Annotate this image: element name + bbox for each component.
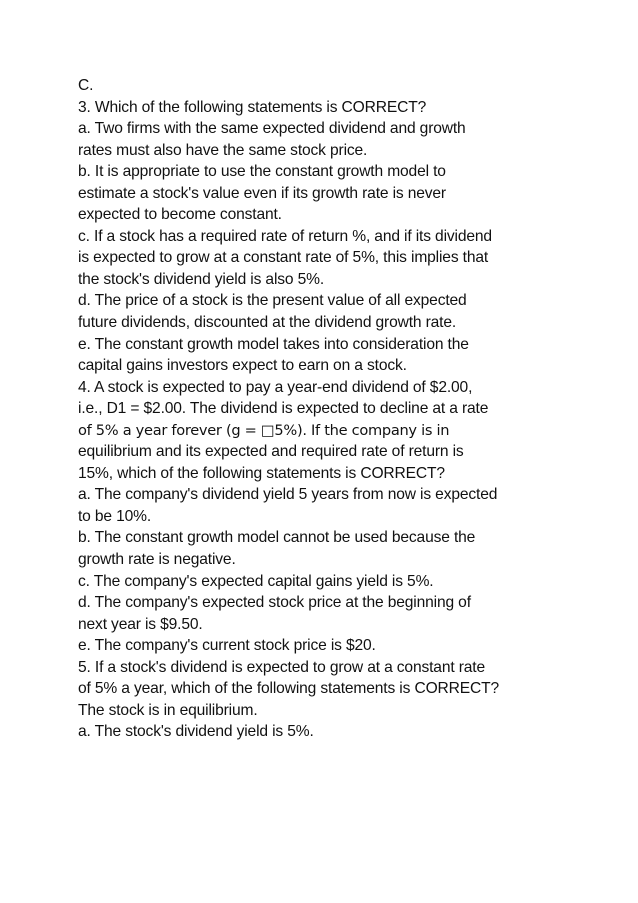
q3-option-b: b. It is appropriate to use the constant growth model to xyxy=(78,163,446,181)
q4-option-b: b. The constant growth model cannot be used because the xyxy=(78,529,476,547)
question-5-stem-cont: The stock is in equilibrium. xyxy=(78,701,258,719)
q3-option-c: c. If a stock has a required rate of return %, and if its dividend xyxy=(78,227,492,245)
question-4-stem: 4. A stock is expected to pay a year-end dividend of $2.00, xyxy=(78,378,473,396)
q3-option-c-cont: the stock's dividend yield is also 5%. xyxy=(78,270,325,288)
q3-option-e-cont: capital gains investors expect to earn on a stock. xyxy=(78,357,407,375)
q4-option-a: a. The company's dividend yield 5 years from now is expected xyxy=(78,486,498,504)
q3-option-d-cont: future dividends, discounted at the dividend growth rate. xyxy=(78,314,457,332)
question-5-stem: 5. If a stock's dividend is expected to grow at a constant rate xyxy=(78,658,485,676)
question-3-stem: 3. Which of the following statements is CORRECT? xyxy=(78,98,427,116)
q4-option-e: e. The company's current stock price is $20. xyxy=(78,637,376,655)
q3-option-c-cont: is expected to grow at a constant rate of 5%, this implies that xyxy=(78,249,489,267)
q5-option-a: a. The stock's dividend yield is 5%. xyxy=(78,723,314,741)
q3-option-a-cont: rates must also have the same stock price. xyxy=(78,141,368,159)
answer-fragment: C. xyxy=(78,77,94,94)
q3-option-b-cont: estimate a stock's value even if its growth rate is never xyxy=(78,184,446,202)
q3-option-e: e. The constant growth model takes into consideration the xyxy=(78,335,469,353)
question-4-stem-cont: 15%, which of the following statements is CORRECT? xyxy=(78,464,445,482)
question-4-stem-cont: i.e., D1 = $2.00. The dividend is expected to decline at a rate xyxy=(78,400,489,418)
q4-option-a-cont: to be 10%. xyxy=(78,507,152,525)
document-body xyxy=(78,75,588,743)
question-5-stem-cont: of 5% a year, which of the following statements is CORRECT? xyxy=(78,680,500,698)
q3-option-a: a. Two firms with the same expected dividend and growth xyxy=(78,120,466,138)
q3-option-d: d. The price of a stock is the present value of all expected xyxy=(78,292,467,310)
question-4-stem-cont: of 5% a year forever (g = □5%). If the company is in xyxy=(78,421,450,439)
q4-option-b-cont: growth rate is negative. xyxy=(78,551,236,569)
question-4-stem-cont: equilibrium and its expected and required rate of return is xyxy=(78,443,464,461)
q4-option-d: d. The company's expected stock price at the beginning of xyxy=(78,594,471,612)
q4-option-d-cont: next year is $9.50. xyxy=(78,615,203,633)
q3-option-b-cont: expected to become constant. xyxy=(78,206,282,224)
q4-option-c: c. The company's expected capital gains yield is 5%. xyxy=(78,572,434,590)
